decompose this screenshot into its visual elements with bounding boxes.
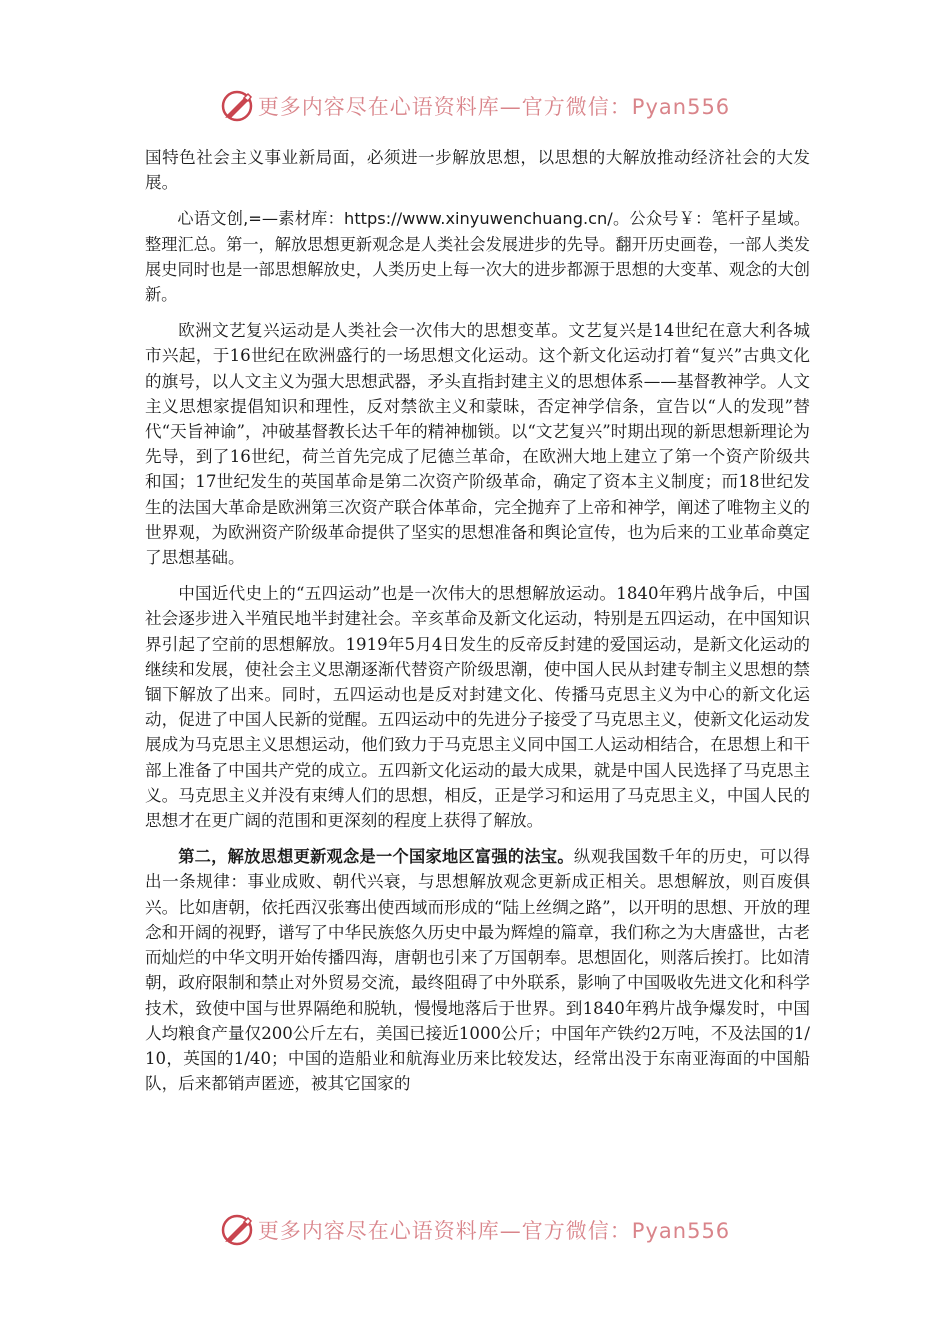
header-banner — [0, 86, 950, 126]
header-banner-text: 更多内容尽在心语资料库—官方微信：Pyan556 — [257, 95, 731, 119]
paragraph-5 — [145, 844, 810, 1096]
paragraph-2: 心语文创,=—素材库：https://www.xinyuwenchuang.cn/。公众号￥：笔杆子星域。整理汇总。第一，解放思想更新观念是人类社会发展进步的先导。翻开历史画卷，一部人类发展史同时也是一部思想解放史，人类历史上每一次大的进步都源于思想的大变革、观念的大创新。 — [145, 209, 810, 305]
footer-banner — [0, 1210, 950, 1250]
paragraph-5-heading: 第二，解放思想更新观念是一个国家地区富强的法宝。 — [178, 847, 574, 867]
pen-logo-icon — [220, 89, 254, 123]
pen-logo-icon — [220, 1213, 254, 1247]
document-body — [145, 145, 810, 1107]
footer-banner-text: 更多内容尽在心语资料库—官方微信：Pyan556 — [257, 1219, 731, 1243]
paragraph-1: 国特色社会主义事业新局面，必须进一步解放思想，以思想的大解放推动经济社会的大发展。 — [145, 148, 810, 193]
paragraph-4: 中国近代史上的“五四运动”也是一次伟大的思想解放运动。1840年鸦片战争后，中国社会逐步进入半殖民地半封建社会。辛亥革命及新文化运动，特别是五四运动，在中国知识界引起了空前的思想解放。1919年5月4日发生的反帝反封建的爱国运动，是新文化运动的继续和发展，使社会主义思潮逐渐代替资产阶级思潮，使中国人民从封建专制主义思想的禁锢下解放了出来。同时，五四运动也是反对封建文化、传播马克思主义为中心的新文化运动，促进了中国人民新的觉醒。五四运动中的先进分子接受了马克思主义，使新文化运动发展成为马克思主义思想运动，他们致力于马克思主义同中国工人运动相结合，在思想上和干部上准备了中国共产党的成立。五四新文化运动的最大成果，就是中国人民选择了马克思主义。马克思主义并没有束缚人们的思想，相反，正是学习和运用了马克思主义，中国人民的思想才在更广阔的范围和更深刻的程度上获得了解放。 — [145, 584, 810, 831]
paragraph-3: 欧洲文艺复兴运动是人类社会一次伟大的思想变革。文艺复兴是14世纪在意大利各城市兴起，于16世纪在欧洲盛行的一场思想文化运动。这个新文化运动打着“复兴”古典文化的旗号，以人文主义为强大思想武器，矛头直指封建主义的思想体系——基督教神学。人文主义思想家提倡知识和理性，反对禁欲主义和蒙昧，否定神学信条，宣告以“人的发现”替代“天旨神谕”，冲破基督教长达千年的精神枷锁。以“文艺复兴”时期出现的新思想新理论为先导，到了16世纪，荷兰首先完成了尼德兰革命，在欧洲大地上建立了第一个资产阶级共和国；17世纪发生的英国革命是第二次资产阶级革命，确定了资本主义制度；而18世纪发生的法国大革命是欧洲第三次资产联合体革命，完全抛弃了上帝和神学，阐述了唯物主义的世界观，为欧洲资产阶级革命提供了坚实的思想准备和舆论宣传，也为后来的工业革命奠定了思想基础。 — [145, 321, 810, 568]
paragraph-5-text: 纵观我国数千年的历史，可以得出一条规律：事业成败、朝代兴衰，与思想解放观念更新成正相关。思想解放，则百废俱兴。比如唐朝，依托西汉张骞出使西域而形成的“陆上丝绸之路”，以开明的思想、开放的理念和开阔的视野，谱写了中华民族悠久历史中最为辉煌的篇章，我们称之为大唐盛世，古老而灿烂的中华文明开始传播四海，唐朝也引来了万国朝奉。思想固化，则落后挨打。比如清朝，政府限制和禁止对外贸易交流，最终阻碍了中外联系，影响了中国吸收先进文化和科学技术，致使中国与世界隔绝和脱轨，慢慢地落后于世界。到1840年鸦片战争爆发时，中国人均粮食产量仅200公斤左右，美国已接近1000公斤；中国年产铁约2万吨，不及法国的1/10，英国的1/40；中国的造船业和航海业历来比较发达，经常出没于东南亚海面的中国船队，后来都销声匿迹，被其它国家的 — [145, 847, 811, 1094]
